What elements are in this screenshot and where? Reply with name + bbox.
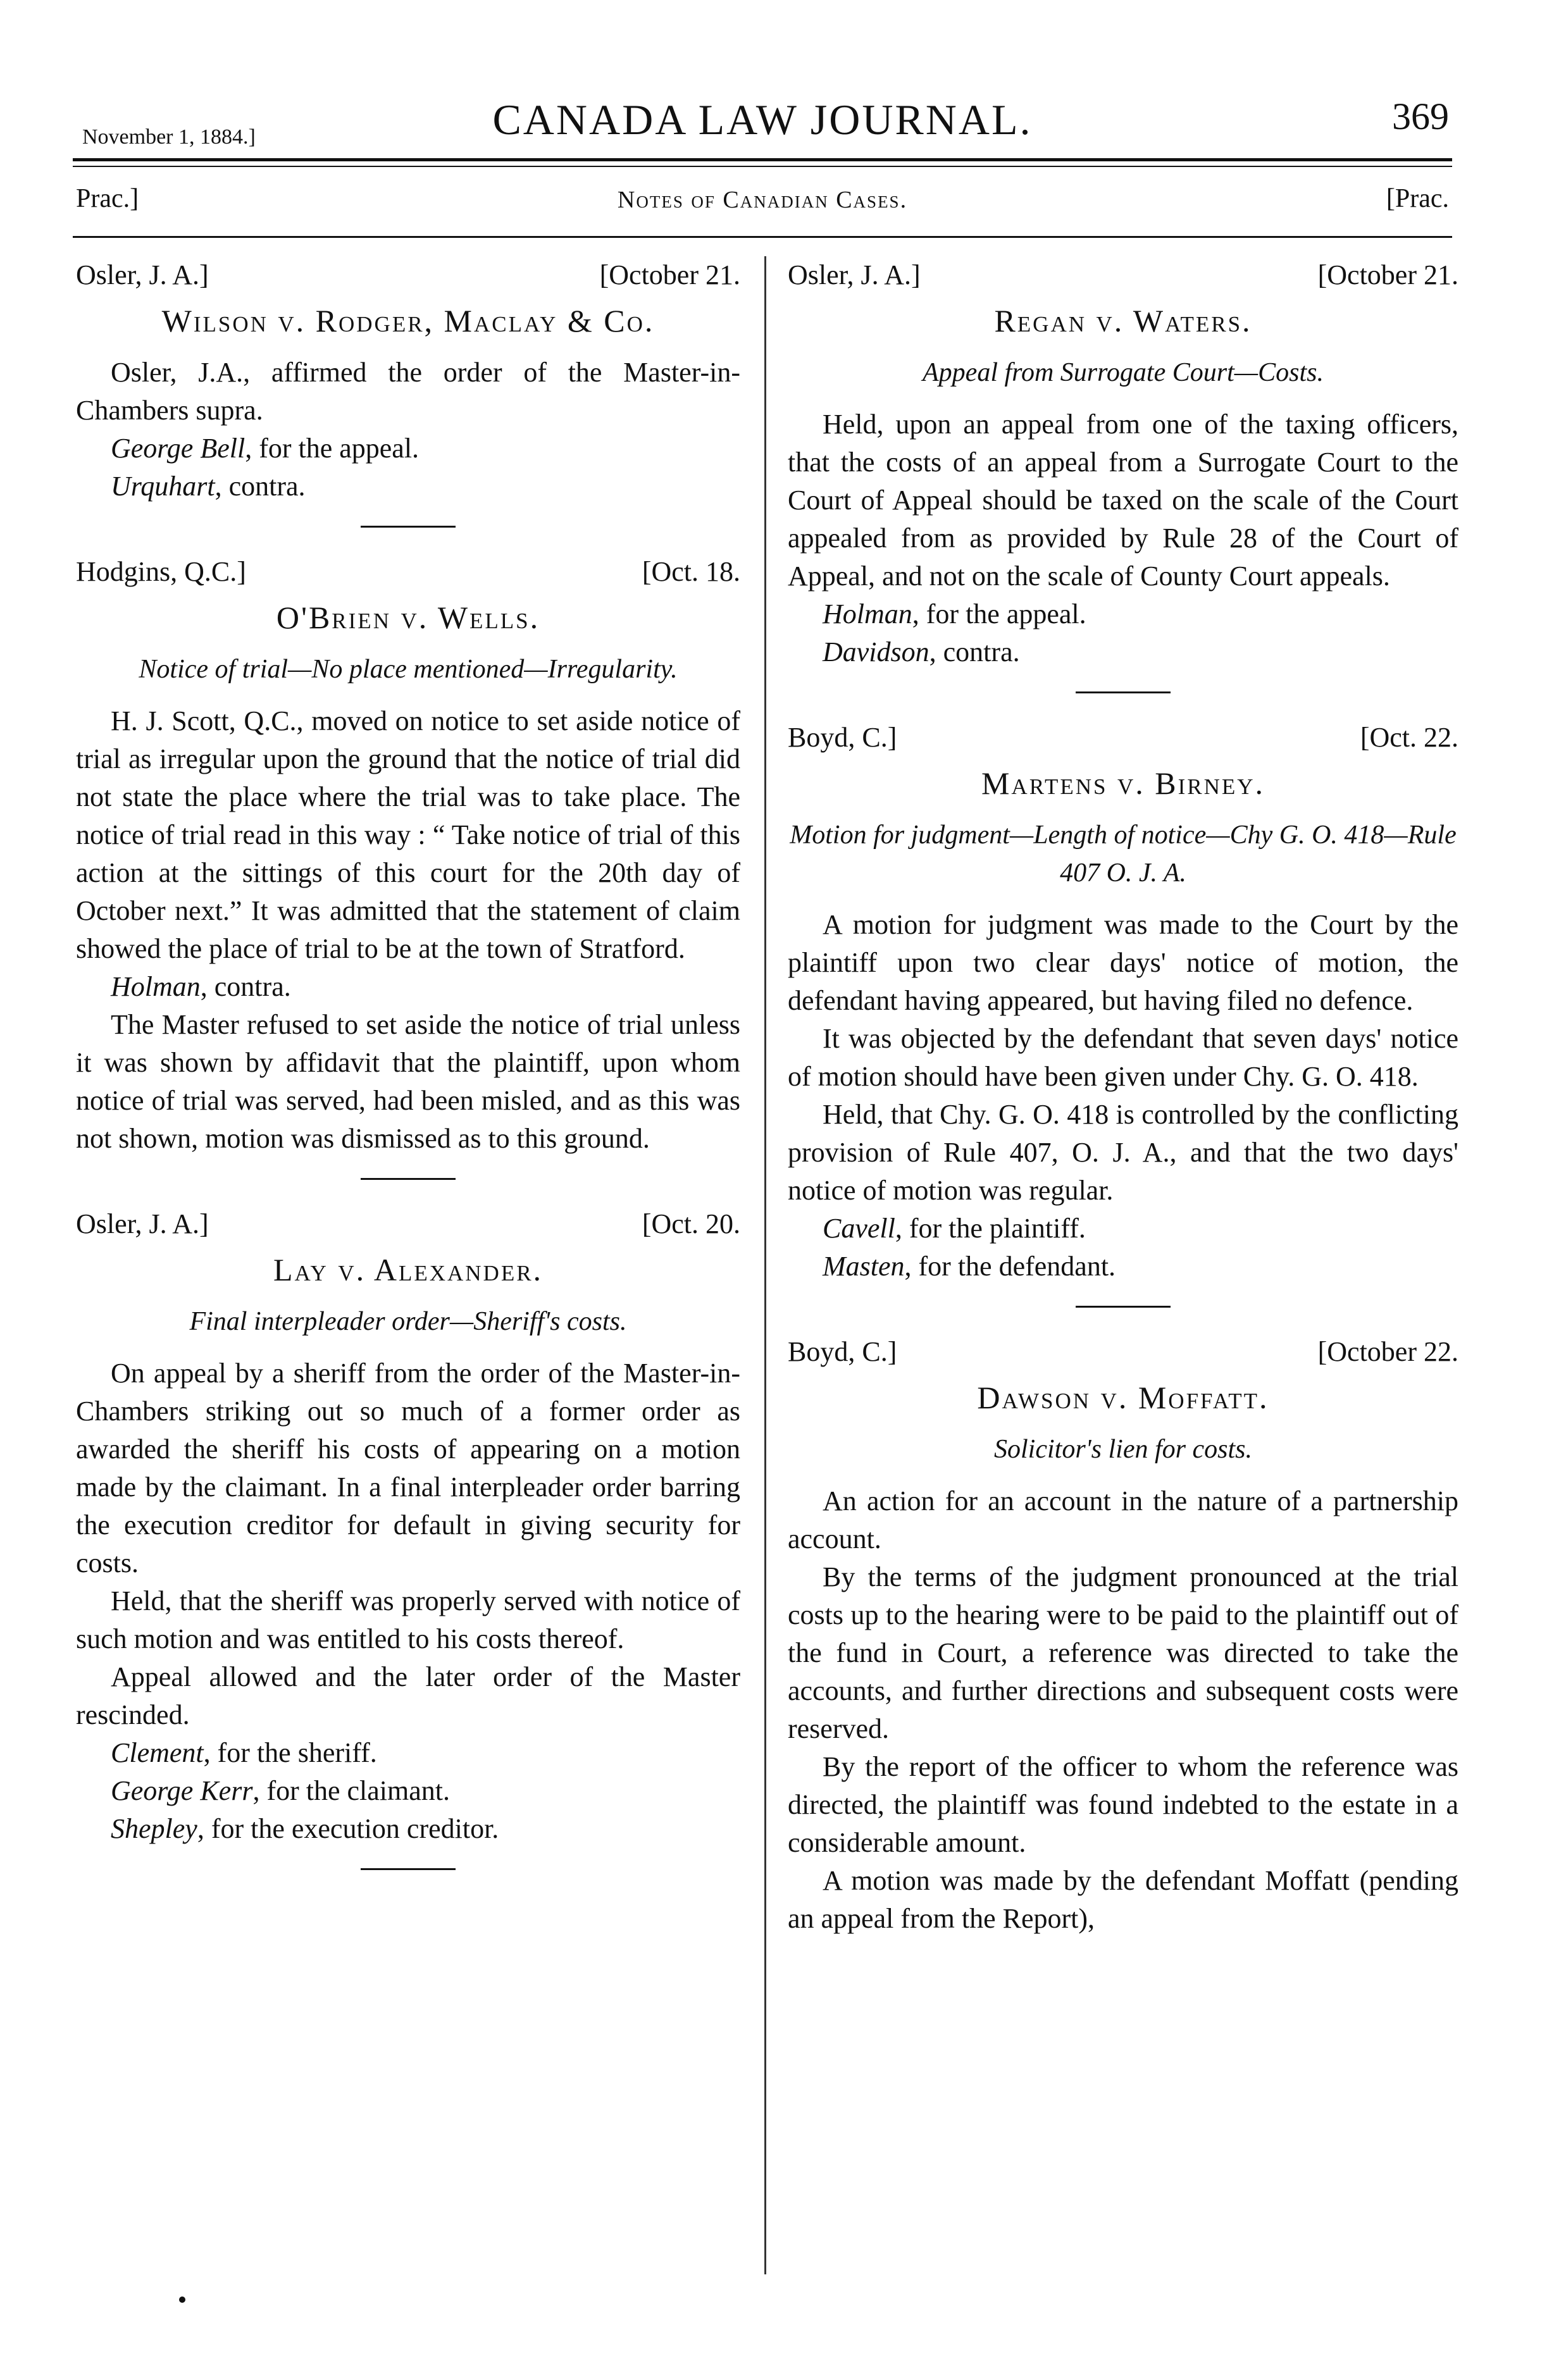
- case-judge: Osler, J. A.]: [76, 259, 209, 290]
- counsel-line: [76, 1772, 740, 1810]
- case-date: [Oct. 20.: [642, 1208, 740, 1239]
- case-meta: [76, 553, 740, 591]
- case-ruling: The Master refused to set aside the notice of trial unless it was shown by affidavit that the plaintiff, upon whom notice of trial was served, had been misled, and as this was not shown, motion was dismissed as to this ground.: [76, 1009, 740, 1154]
- counsel-name: Masten: [823, 1251, 905, 1282]
- counsel-name: George Bell: [111, 433, 246, 464]
- case-meta: [788, 1333, 1458, 1371]
- case-headnote: Motion for judgment—Length of notice—Chy G. O. 418—Rule 407 O. J. A.: [790, 821, 1457, 888]
- case-meta: [788, 256, 1458, 294]
- case-title: Dawson v. Moffatt.: [977, 1380, 1269, 1415]
- case-date: [October 21.: [1317, 259, 1458, 290]
- counsel-line: [788, 1248, 1458, 1286]
- case-martens-v-birney: [788, 719, 1458, 1308]
- case-wilson-v-rodger: [76, 256, 740, 528]
- counsel-line: [788, 1210, 1458, 1248]
- header-rule-thin: [73, 166, 1452, 167]
- case-judge: Hodgins, Q.C.]: [76, 556, 246, 587]
- case-paragraph: Held, that the sheriff was properly served with notice of such motion and was entitled to his costs thereof.: [76, 1585, 740, 1654]
- counsel-name: Davidson: [823, 636, 929, 667]
- section-tag-left: Prac.]: [76, 184, 139, 213]
- case-separator: [1076, 691, 1171, 693]
- counsel-line: [76, 468, 740, 505]
- case-paragraph: It was objected by the defendant that seven days' notice of motion should have been given under Chy. G. O. 418.: [788, 1023, 1458, 1092]
- case-date: [Oct. 22.: [1360, 722, 1458, 753]
- counsel-role: , contra.: [214, 471, 306, 502]
- counsel-line: [788, 633, 1458, 671]
- case-judge: Osler, J. A.]: [76, 1208, 209, 1239]
- case-date: [October 22.: [1317, 1336, 1458, 1367]
- case-title: Regan v. Waters.: [994, 303, 1252, 338]
- column-divider: [764, 256, 766, 2274]
- counsel-role: , for the claimant.: [252, 1775, 450, 1806]
- issue-date: November 1, 1884.]: [82, 125, 256, 149]
- page-header: [76, 82, 1449, 152]
- counsel-role: , for the execution creditor.: [197, 1813, 499, 1844]
- case-separator: [361, 1868, 456, 1870]
- case-headnote: Solicitor's lien for costs.: [994, 1435, 1252, 1464]
- case-obrien-v-wells: [76, 553, 740, 1180]
- case-paragraph: Appeal allowed and the later order of the Master rescinded.: [76, 1661, 740, 1730]
- case-separator: [361, 1178, 456, 1180]
- case-meta: [76, 256, 740, 294]
- case-paragraph: Held, upon an appeal from one of the taxing officers, that the costs of an appeal from a Surrogate Court to the Court of Appeal should be taxed on the scale of the Court appealed from as provided by Rule 28 of the Court of Appeal, and not on the scale of County Court appeals.: [788, 409, 1458, 592]
- counsel-name: Cavell: [823, 1213, 895, 1244]
- journal-title: CANADA LAW JOURNAL.: [492, 96, 1033, 144]
- header-rule-thick: [73, 158, 1452, 161]
- counsel-name: Holman: [111, 971, 201, 1002]
- case-paragraph: An action for an account in the nature of a partnership account.: [788, 1485, 1458, 1554]
- counsel-role: , contra.: [200, 971, 291, 1002]
- section-title: Notes of Canadian Cases.: [617, 187, 908, 213]
- counsel-line: [76, 430, 740, 468]
- case-meta: [76, 1205, 740, 1243]
- case-paragraph: H. J. Scott, Q.C., moved on notice to set aside notice of trial as irregular upon the ground that the notice of trial did not state the place where the trial was to take place. The notice of trial read in this way : “ Take notice of trial of this action at the sittings of this court for the 20th day of October next.” It was admitted that the statement of claim showed the place of trial to be at the town of Stratford.: [76, 705, 740, 964]
- case-judge: Osler, J. A.]: [788, 259, 921, 290]
- case-paragraph: By the terms of the judgment pronounced at the trial costs up to the hearing were to be paid to the plaintiff out of the fund in Court, a reference was directed to take the accounts, and further directions and subsequent costs were reserved.: [788, 1561, 1458, 1744]
- page-number: 369: [1392, 96, 1449, 137]
- counsel-line: [76, 1734, 740, 1772]
- case-separator: [1076, 1306, 1171, 1308]
- case-headnote: Final interpleader order—Sheriff's costs.: [189, 1307, 627, 1336]
- case-paragraph: Osler, J.A., affirmed the order of the Master-in-Chambers supra.: [76, 357, 740, 426]
- case-date: [October 21.: [599, 259, 740, 290]
- counsel-name: Clement: [111, 1737, 204, 1768]
- counsel-name: Urquhart: [111, 471, 215, 502]
- counsel-line: [76, 968, 740, 1006]
- case-paragraph: On appeal by a sheriff from the order of the Master-in-Chambers striking out so much of a former order as awarded the sheriff his costs of appearing on a motion made by the claimant. In a final interpleader order barring the execution creditor for default in giving security for costs.: [76, 1358, 740, 1578]
- case-paragraph: By the report of the officer to whom the reference was directed, the plaintiff was found indebted to the estate in a considerable amount.: [788, 1751, 1458, 1858]
- right-column: [788, 256, 1458, 1950]
- counsel-role: , for the plaintiff.: [895, 1213, 1086, 1244]
- case-title: O'Brien v. Wells.: [276, 600, 540, 635]
- print-speck: [179, 2296, 185, 2303]
- counsel-role: , for the sheriff.: [203, 1737, 377, 1768]
- running-head: [76, 183, 1449, 228]
- counsel-role: , for the appeal.: [912, 598, 1086, 629]
- left-column: [76, 256, 740, 1895]
- case-title: Wilson v. Rodger, Maclay & Co.: [161, 303, 655, 338]
- counsel-name: Holman: [823, 598, 912, 629]
- case-paragraph: A motion for judgment was made to the Court by the plaintiff upon two clear days' notice of motion, the defendant having appeared, but having filed no defence.: [788, 909, 1458, 1016]
- case-date: [Oct. 18.: [642, 556, 740, 587]
- case-dawson-v-moffatt: [788, 1333, 1458, 1938]
- counsel-role: , for the appeal.: [245, 433, 420, 464]
- case-paragraph: A motion was made by the defendant Moffatt (pending an appeal from the Report),: [788, 1865, 1458, 1934]
- counsel-line: [76, 1810, 740, 1848]
- case-paragraph: Held, that Chy. G. O. 418 is controlled by the conflicting provision of Rule 407, O. J. A., and that the two days' notice of motion was regular.: [788, 1099, 1458, 1206]
- case-meta: [788, 719, 1458, 757]
- case-separator: [361, 526, 456, 528]
- counsel-role: , for the defendant.: [904, 1251, 1116, 1282]
- case-judge: Boyd, C.]: [788, 1336, 897, 1367]
- case-judge: Boyd, C.]: [788, 722, 897, 753]
- section-rule: [73, 236, 1452, 238]
- case-headnote: Appeal from Surrogate Court—Costs.: [923, 358, 1324, 387]
- case-lay-v-alexander: [76, 1205, 740, 1870]
- case-headnote: Notice of trial—No place mentioned—Irregularity.: [139, 655, 678, 684]
- case-regan-v-waters: [788, 256, 1458, 693]
- counsel-name: Shepley: [111, 1813, 197, 1844]
- case-title: Martens v. Birney.: [981, 765, 1265, 801]
- counsel-name: George Kerr: [111, 1775, 253, 1806]
- case-title: Lay v. Alexander.: [273, 1252, 544, 1287]
- section-tag-right: [Prac.: [1386, 184, 1449, 213]
- counsel-role: , contra.: [929, 636, 1020, 667]
- counsel-line: [788, 595, 1458, 633]
